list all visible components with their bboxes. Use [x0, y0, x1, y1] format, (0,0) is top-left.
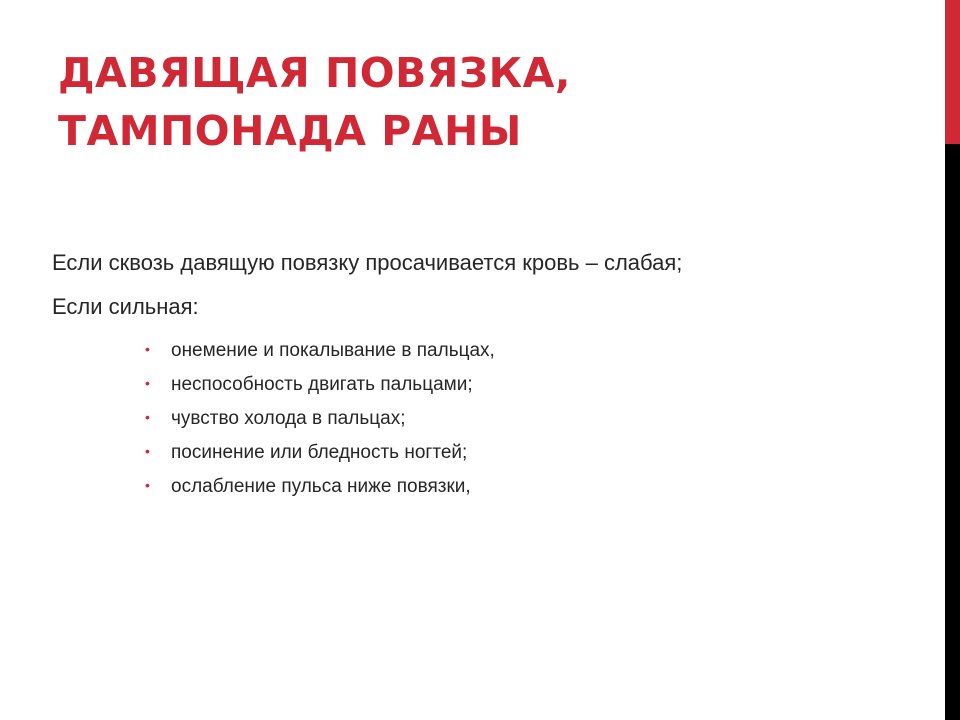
slide-title-line-2: ТАМПОНАДА РАНЫ [58, 107, 522, 155]
list-item-text: посинение или бледность ногтей; [171, 442, 468, 463]
list-item [145, 406, 495, 440]
list-item-text: неспособность двигать пальцами; [171, 374, 473, 395]
body-paragraph-strong-bleeding: Если сильная: [52, 294, 199, 319]
bullet-marker: • [145, 477, 150, 493]
symptom-list [145, 338, 495, 508]
bullet-marker: • [145, 409, 150, 425]
body-paragraph-weak-bleeding: Если сквозь давящую повязку просачивается кровь – слабая; [52, 250, 683, 275]
list-item [145, 474, 495, 508]
bullet-marker: • [145, 375, 150, 391]
side-accent-bar-black [945, 144, 960, 720]
list-item [145, 372, 495, 406]
slide-title-line-1: ДАВЯЩАЯ ПОВЯЗКА, [58, 49, 571, 97]
list-item-text: онемение и покалывание в пальцах, [171, 340, 495, 361]
bullet-marker: • [145, 341, 150, 357]
list-item [145, 338, 495, 372]
slide-title [58, 44, 571, 160]
bullet-marker: • [145, 443, 150, 459]
list-item-text: чувство холода в пальцах; [171, 408, 406, 429]
list-item [145, 440, 495, 474]
side-accent-bar-red [945, 0, 960, 144]
list-item-text: ослабление пульса ниже повязки, [171, 476, 471, 497]
